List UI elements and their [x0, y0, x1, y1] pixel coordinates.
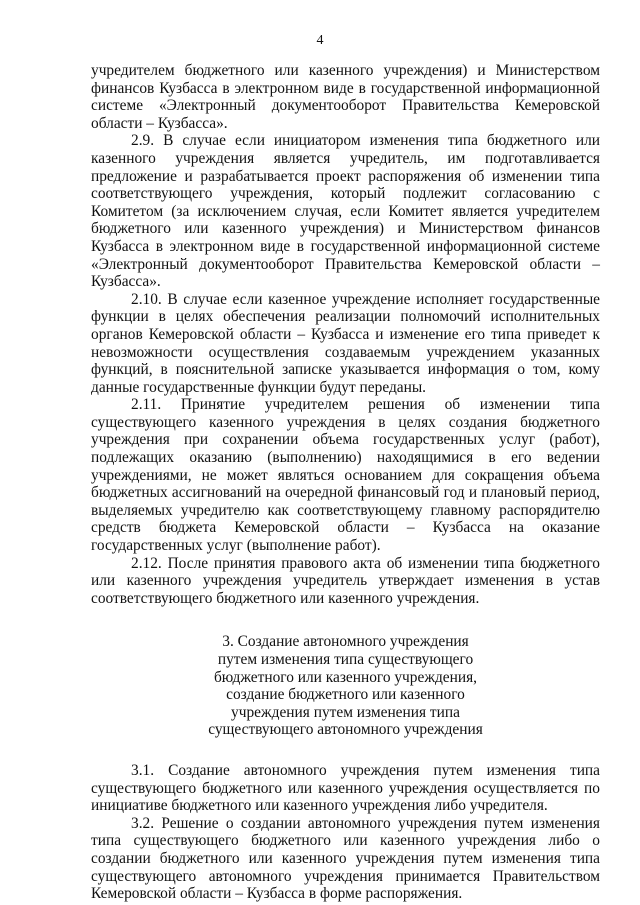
paragraph-2-9: 2.9. В случае если инициатором изменения типа бюджетного или казенного учреждения является учредитель, им подготавливается предложение и разрабатывается проект распоряжения об изменении типа соответствующего учреждения, который подлежит согласованию с Комитетом (за исключением случая, если Комитет является учредителем бюджетного или казенного учреждения) и Министерством финансов Кузбасса в электронном виде в государственной информационной системе «Электронный документооборот Правительства Кемеровской области – Кузбасса». [91, 132, 600, 291]
paragraph-2-10: 2.10. В случае если казенное учреждение исполняет государственные функции в целях обеспечения реализации полномочий исполнительных органов Кемеровской области – Кузбасса и изменение его типа приведет к невозможности осуществления создаваемым учреждением указанных функций, в пояснительной записке указывается информация о том, кому данные государственные функции будут переданы. [91, 290, 600, 396]
paragraph-2-11: 2.11. Принятие учредителем решения об изменении типа существующего казенного учреждения в целях создания бюджетного учреждения при сохранении объема государственных услуг (работ), подлежащих оказанию (выполнению) находящимися в его ведении учреждениями, не может являться основанием для сокращения объема бюджетных ассигнований на очередной финансовый год и плановый период, выделяемых учредителю как соответствующему главному распорядителю средств бюджета Кемеровской области – Кузбасса на оказание государственных услуг (выполнение работ). [91, 396, 600, 555]
section-heading-line: путем изменения типа существующего [217, 651, 474, 668]
paragraph-3-1: 3.1. Создание автономного учреждения путем изменения типа существующего бюджетного или казенного учреждения осуществляется по инициативе бюджетного или казенного учреждения либо учредителя. [91, 761, 600, 815]
paragraph-2-12: 2.12. После принятия правового акта об изменении типа бюджетного или казенного учреждения учредитель утверждает изменения в устав соответствующего бюджетного или казенного учреждения. [91, 554, 600, 607]
section-heading-line: учреждения путем изменения типа [231, 703, 460, 721]
section-heading-line: бюджетного или казенного учреждения, [213, 668, 478, 686]
section-3-heading [91, 633, 600, 739]
section-heading-line: существующего автономного учреждения [208, 721, 483, 739]
paragraph-3-2: 3.2. Решение о создании автономного учреждения путем изменения типа существующего бюджетного или казенного учреждения либо о создании бюджетного или казенного учреждения путем изменения типа существующего автономного учреждения принимается Правительством Кемеровской области – Кузбасса в форме распоряжения. [91, 814, 600, 903]
page-number: 4 [316, 33, 324, 48]
section-heading-line: 3. Создание автономного учреждения [222, 633, 469, 651]
paragraph-continuation: учредителем бюджетного или казенного учреждения) и Министерством финансов Кузбасса в электронном виде в государственной информационной системе «Электронный документооборот Правительства Кемеровской области – Кузбасса». [91, 62, 600, 132]
section-heading-line: создание бюджетного или казенного [226, 686, 465, 704]
document-body [91, 62, 600, 903]
